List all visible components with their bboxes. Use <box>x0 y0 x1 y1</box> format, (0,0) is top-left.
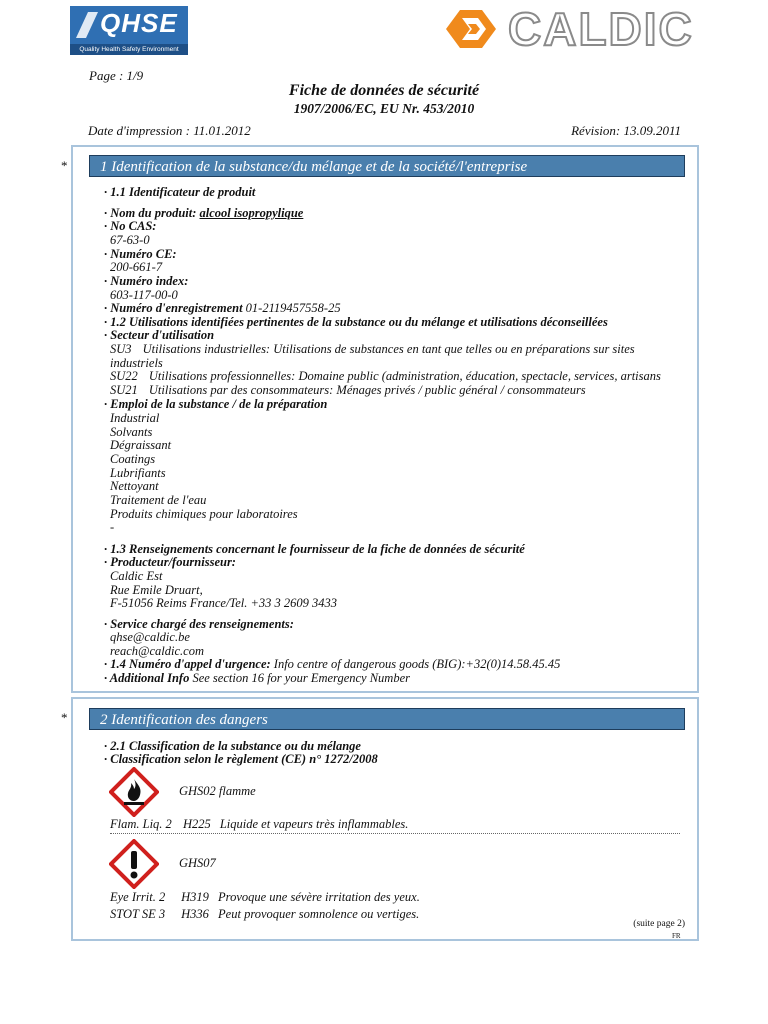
su22-row <box>110 369 661 383</box>
producer-line: Caldic Est <box>110 569 163 583</box>
section1-frame <box>71 145 699 693</box>
flam-h: H225 <box>182 817 211 831</box>
su3-text: Utilisations industrielles: Utilisations de substances en tant que telles ou en préparations sur sites <box>142 342 635 356</box>
use-item: Produits chimiques pour laboratoires <box>110 507 298 521</box>
section1-title: 1 Identification de la substance/du mélange et de la société/l'entreprise <box>89 155 685 177</box>
use-item: Coatings <box>110 452 156 466</box>
su21-code: SU21 <box>110 383 138 397</box>
service-email: reach@caldic.com <box>110 644 204 658</box>
registration-value: 01-2119457558-25 <box>245 301 341 315</box>
use-item: - <box>110 520 115 534</box>
eye-irrit-row <box>110 890 420 904</box>
cas-label: · No CAS: <box>104 219 157 233</box>
eye-text: Provoque une sévère irritation des yeux. <box>218 890 420 904</box>
qhse-word: QHSE <box>100 8 178 38</box>
su22-text: Utilisations professionnelles: Domaine public (administration, éducation, spectacle, services, artisans <box>148 369 661 383</box>
service-label: · Service chargé des renseignements: <box>104 617 294 631</box>
section2-title: 2 Identification des dangers <box>89 708 685 730</box>
use-item: Dégraissant <box>110 438 172 452</box>
su3-row <box>110 342 635 356</box>
product-name-label: · Nom du produit: <box>104 206 197 220</box>
stot-code: STOT SE 3 <box>110 907 166 921</box>
page-number: Page : 1/9 <box>89 68 144 83</box>
eye-code: Eye Irrit. 2 <box>110 890 166 904</box>
dotted-separator <box>110 833 680 834</box>
su22-code: SU22 <box>110 369 138 383</box>
caldic-logo <box>444 3 694 55</box>
additional-label: · Additional Info <box>104 671 190 685</box>
index-label: · Numéro index: <box>104 274 189 288</box>
use-item: Traitement de l'eau <box>110 493 207 507</box>
index-value: 603-117-00-0 <box>110 288 178 302</box>
section2-change-marker: * <box>61 710 68 725</box>
registration-label: · Numéro d'enregistrement <box>104 301 243 315</box>
language-code: FR <box>672 932 681 940</box>
document-title: Fiche de données de sécurité <box>288 82 480 99</box>
su3-text-cont: industriels <box>110 356 163 370</box>
ghs02-label: GHS02 flamme <box>179 784 256 798</box>
qhse-swoosh-icon <box>74 10 100 40</box>
ghs07-label: GHS07 <box>179 856 216 870</box>
su21-text: Utilisations par des consommateurs: Ménages privés / public général / consommateurs <box>148 383 586 397</box>
section1-change-marker: * <box>61 158 68 173</box>
caldic-symbol-icon <box>444 8 498 50</box>
print-date: Date d'impression : 11.01.2012 <box>88 123 251 138</box>
sector-label: · Secteur d'utilisation <box>104 328 215 342</box>
producer-line: Rue Emile Druart, <box>110 583 203 597</box>
caldic-word: CALDIC <box>508 3 694 55</box>
flame-hazard-icon <box>109 767 159 817</box>
flam-row <box>110 817 408 831</box>
ce-label: · Numéro CE: <box>104 247 177 261</box>
stot-row <box>110 907 419 921</box>
use-item: Solvants <box>110 425 153 439</box>
registration-row <box>104 301 341 315</box>
producer-label: · Producteur/fournisseur: <box>104 555 236 569</box>
product-name-row <box>104 206 303 220</box>
classification-label: · Classification selon le règlement (CE) n° 1272/2008 <box>104 752 378 766</box>
s1-3-heading: · 1.3 Renseignements concernant le fournisseur de la fiche de données de sécurité <box>104 542 525 556</box>
s1-1-heading: · 1.1 Identificateur de produit <box>104 185 256 199</box>
revision-date: Révision: 13.09.2011 <box>571 123 681 138</box>
qhse-tagline: Quality Health Safety Environment <box>70 44 188 55</box>
s2-1-heading: · 2.1 Classification de la substance ou du mélange <box>104 739 361 753</box>
stot-h: H336 <box>181 907 209 921</box>
section2-frame <box>71 697 699 941</box>
exclamation-hazard-icon <box>109 839 159 889</box>
continued-note: (suite page 2) <box>633 919 685 929</box>
additional-value: See section 16 for your Emergency Number <box>192 671 410 685</box>
use-item: Nettoyant <box>110 479 159 493</box>
flam-code: Flam. Liq. 2 <box>110 817 172 831</box>
product-name-value: alcool isopropylique <box>199 206 304 220</box>
emergency-value: Info centre of dangerous goods (BIG):+32(0)14.58.45.45 <box>273 657 561 671</box>
su3-code: SU3 <box>110 342 132 356</box>
use-item: Lubrifiants <box>110 466 166 480</box>
additional-row <box>104 671 410 685</box>
service-email: qhse@caldic.be <box>110 630 190 644</box>
emergency-label: · 1.4 Numéro d'appel d'urgence: <box>104 657 271 671</box>
use-label: · Emploi de la substance / de la préparation <box>104 397 328 411</box>
stot-text: Peut provoquer somnolence ou vertiges. <box>218 907 420 921</box>
emergency-row <box>104 657 560 671</box>
flam-text: Liquide et vapeurs très inflammables. <box>219 817 409 831</box>
qhse-logo <box>70 6 188 54</box>
cas-value: 67-63-0 <box>110 233 150 247</box>
document-subtitle: 1907/2006/EC, EU Nr. 453/2010 <box>293 101 475 116</box>
ce-value: 200-661-7 <box>110 260 163 274</box>
eye-h: H319 <box>181 890 209 904</box>
use-item: Industrial <box>110 411 160 425</box>
producer-line: F-51056 Reims France/Tel. +33 3 2609 3433 <box>110 596 338 610</box>
su21-row <box>110 383 586 397</box>
s1-2-heading: · 1.2 Utilisations identifiées pertinentes de la substance ou du mélange et utilisations déconseillées <box>104 315 608 329</box>
